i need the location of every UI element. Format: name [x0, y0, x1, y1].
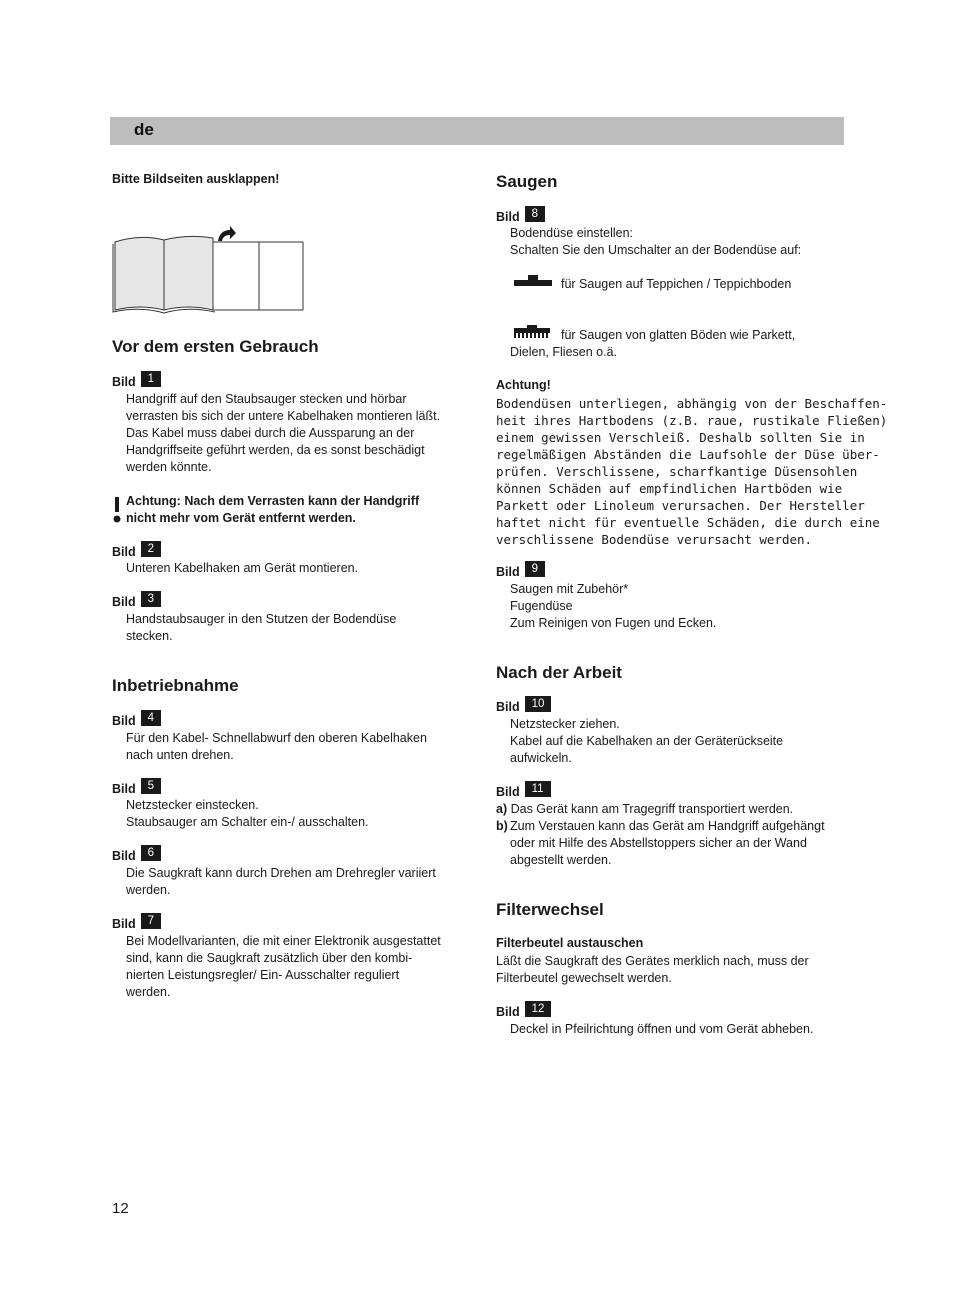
- bild-1-text: Handgriff auf den Staubsauger stecken und hörbar verrasten bis sich der untere Kabelhaken montieren läßt. Das Kabel muss dabei durch die Aussparung an der Handgriffseite geführt werden, da es sonst beschädigt werden könnte.: [126, 392, 441, 474]
- bild-12-label: Bild 12: [496, 1001, 551, 1021]
- language-code: de: [134, 120, 154, 139]
- bild-7-text: Bei Modellvarianten, die mit einer Elektronik ausgestattet sind, kann die Saugkraft zusätzlich über den kombi- nierten Leistungsregler/ Ein- Ausschalter reguliert werden.: [126, 934, 441, 999]
- section-title-filter-change: Filterwechsel: [496, 900, 604, 919]
- bild-8-label: Bild 8: [496, 206, 545, 226]
- bild-6-text: Die Saugkraft kann durch Drehen am Drehregler variiert werden.: [126, 866, 436, 897]
- section-title-vacuuming: Saugen: [496, 172, 558, 191]
- fold-out-pages-illustration: [112, 224, 308, 316]
- bild-4-text: Für den Kabel- Schnellabwurf den oberen Kabelhaken nach unten drehen.: [126, 731, 427, 762]
- bild-1-label: Bild 1: [112, 371, 161, 391]
- carpet-setting-icon: [514, 274, 554, 288]
- bild-9-label: Bild 9: [496, 561, 545, 581]
- section-title-startup: Inbetriebnahme: [112, 676, 239, 695]
- option-hard-floor-text-2: Dielen, Fliesen o.ä.: [510, 345, 618, 359]
- bild-6-label: Bild 6: [112, 845, 161, 865]
- bild-3-label: Bild 3: [112, 591, 161, 611]
- bild-12-text: Deckel in Pfeilrichtung öffnen und vom Gerät abheben.: [510, 1022, 814, 1036]
- section-title-first-use: Vor dem ersten Gebrauch: [112, 337, 319, 356]
- attention-text: Bodendüsen unterliegen, abhängig von der Beschaffen- heit ihres Hartbodens (z.B. raue, rustikale Fließen) einem gewissen Verschleiß. Deshalb sollten Sie in regelmäßigen Abständen die Laufsohle der Düse über- prüfen. Verschlissene, scharfkantige Düsensohlen können Schäden auf empfindlichen Hartböden wie Parkett oder Linoleum verursachen. Der Hersteller haftet nicht für eventuelle Schäden, die durch eine verschlissene Bodendüse verursacht werden.: [496, 396, 888, 547]
- language-bar: [110, 117, 844, 145]
- bild-9-text: Saugen mit Zubehör* Fugendüse Zum Reinigen von Fugen und Ecken.: [510, 582, 717, 630]
- bild-11-item-a: a) Das Gerät kann am Tragegriff transportiert werden.: [496, 802, 794, 816]
- bild-11-item-b-label: b): [496, 819, 508, 833]
- intro-note: Bitte Bildseiten ausklappen!: [112, 172, 280, 186]
- bild-4-label: Bild 4: [112, 710, 161, 730]
- hard-floor-setting-icon: [512, 325, 554, 339]
- page-number: 12: [112, 1200, 129, 1217]
- option-carpet-text: für Saugen auf Teppichen / Teppichboden: [561, 277, 792, 291]
- attention-title: Achtung!: [496, 378, 551, 392]
- bild-2-label: Bild 2: [112, 541, 161, 561]
- bild-8-text: Bodendüse einstellen: Schalten Sie den Umschalter an der Bodendüse auf:: [510, 226, 802, 257]
- warning-icon: [112, 497, 122, 525]
- bild-10-label: Bild 10: [496, 696, 551, 716]
- bild-7-label: Bild 7: [112, 913, 161, 933]
- bild-5-label: Bild 5: [112, 778, 161, 798]
- option-hard-floor-text-1: für Saugen von glatten Böden wie Parkett,: [561, 328, 796, 342]
- bild-2-text: Unteren Kabelhaken am Gerät montieren.: [126, 561, 359, 575]
- filter-text: Läßt die Saugkraft des Gerätes merklich nach, muss der Filterbeutel gewechselt werden.: [496, 954, 809, 985]
- bild-10-text: Netzstecker ziehen. Kabel auf die Kabelhaken an der Geräterückseite aufwickeln.: [510, 717, 784, 765]
- bild-5-text: Netzstecker einstecken. Staubsauger am Schalter ein-/ ausschalten.: [126, 798, 369, 829]
- bild-11-item-b-text: Zum Verstauen kann das Gerät am Handgriff aufgehängt oder mit Hilfe des Abstellstoppers sicher an der Wand abgestellt werden.: [510, 819, 825, 867]
- bild-11-label: Bild 11: [496, 781, 551, 801]
- bild-3-text: Handstaubsauger in den Stutzen der Bodendüse stecken.: [126, 612, 397, 643]
- filter-subtitle: Filterbeutel austauschen: [496, 936, 644, 950]
- arrow-icon: [218, 226, 236, 241]
- warning-text: Achtung: Nach dem Verrasten kann der Handgriff nicht mehr vom Gerät entfernt werden.: [126, 494, 420, 525]
- section-title-after-work: Nach der Arbeit: [496, 663, 622, 682]
